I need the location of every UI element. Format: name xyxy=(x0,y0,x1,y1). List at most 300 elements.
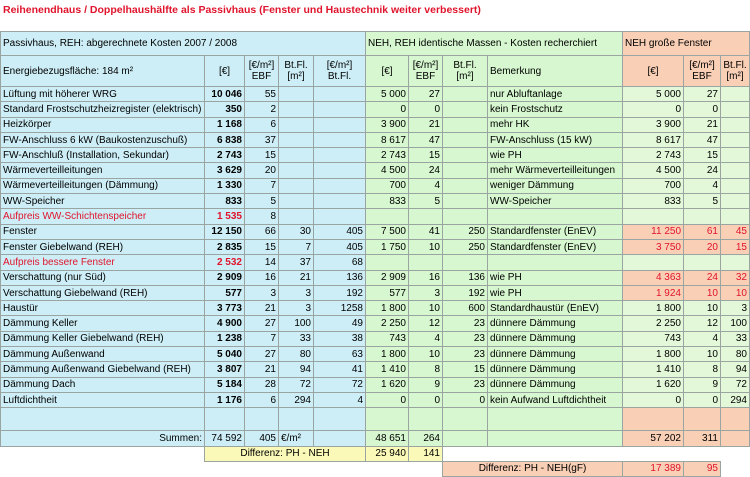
neh-ebf-cell: 47 xyxy=(409,132,443,147)
remark-cell: dünnere Dämmung xyxy=(488,377,623,392)
ph-ebf-cell: 14 xyxy=(245,255,279,270)
ph-btfl-cell: 94 xyxy=(279,362,314,377)
neh-per-m2-total: 264 xyxy=(409,431,443,446)
ph-btfl-cell: 294 xyxy=(279,392,314,407)
nf-ebf-cell: 9 xyxy=(684,377,721,392)
nf-btfl-cell xyxy=(721,87,750,102)
nf-btfl-cell: 15 xyxy=(721,239,750,254)
ph-per-btfl-cell xyxy=(314,194,366,209)
table-row xyxy=(1,331,750,346)
remark-cell xyxy=(488,209,623,224)
remark-cell: wie PH xyxy=(488,285,623,300)
nf-btfl-cell xyxy=(721,163,750,178)
ph-per-btfl-cell: 63 xyxy=(314,347,366,362)
remark-cell: kein Aufwand Luftdichtheit xyxy=(488,392,623,407)
neh-per-btfl-cell xyxy=(443,148,488,163)
ph-btfl-cell: 3 xyxy=(279,285,314,300)
neh-ebf-cell: 10 xyxy=(409,347,443,362)
ph-per-btfl-cell xyxy=(314,102,366,117)
ph-btfl-cell: 7 xyxy=(279,239,314,254)
ph-per-btfl-cell xyxy=(314,117,366,132)
neh-ebf-cell: 10 xyxy=(409,301,443,316)
neh-cost-cell: 5 000 xyxy=(366,87,409,102)
row-label: Standard Frostschutzheizregister (elektrisch) xyxy=(1,102,205,117)
row-label: Dämmung Keller xyxy=(1,316,205,331)
neh-ebf-cell: 0 xyxy=(409,102,443,117)
neh-per-btfl-cell xyxy=(443,163,488,178)
ph-per-btfl-cell: 192 xyxy=(314,285,366,300)
ph-cost-cell: 2 835 xyxy=(205,239,245,254)
nf-btfl-cell xyxy=(721,132,750,147)
row-label: Fenster xyxy=(1,224,205,239)
neh-per-btfl-cell: 23 xyxy=(443,331,488,346)
ph-per-m2-total: 405 xyxy=(245,431,279,446)
section-neh-reh: NEH, REH identische Massen - Kosten recherchiert xyxy=(366,32,623,56)
nf-ebf-cell: 10 xyxy=(684,301,721,316)
nf-cost-cell xyxy=(623,209,684,224)
neh-per-btfl-cell xyxy=(443,132,488,147)
nf-cost-cell: 4 500 xyxy=(623,163,684,178)
nf-ebf-cell: 10 xyxy=(684,347,721,362)
neh-cost-cell: 7 500 xyxy=(366,224,409,239)
table-row xyxy=(1,285,750,300)
nf-ebf-cell: 8 xyxy=(684,362,721,377)
row-label: Dämmung Außenwand xyxy=(1,347,205,362)
neh-ebf-cell: 10 xyxy=(409,239,443,254)
nf-btfl-cell: 32 xyxy=(721,270,750,285)
ph-per-btfl-cell: 405 xyxy=(314,224,366,239)
nf-cost-cell: 700 xyxy=(623,178,684,193)
remark-header: Bemerkung xyxy=(488,56,623,87)
ph-per-btfl-cell: 38 xyxy=(314,331,366,346)
ph-ebf-cell: 7 xyxy=(245,331,279,346)
remark-cell: Standardfenster (EnEV) xyxy=(488,224,623,239)
ph-per-btfl-cell xyxy=(314,148,366,163)
row-label: Aufpreis WW-Schichtenspeicher xyxy=(1,209,205,224)
nf-cost-cell: 2 743 xyxy=(623,148,684,163)
nf-cost-cell: 3 900 xyxy=(623,117,684,132)
ph-ebf-cell: 37 xyxy=(245,132,279,147)
row-label: FW-Anschluß (Installation, Sekundar) xyxy=(1,148,205,163)
ph-cost-cell: 3 629 xyxy=(205,163,245,178)
nf-ebf-cell: 61 xyxy=(684,224,721,239)
ph-cost-cell: 577 xyxy=(205,285,245,300)
ph-per-btfl-cell xyxy=(314,132,366,147)
remark-cell: wie PH xyxy=(488,270,623,285)
nf-cost-cell: 1 800 xyxy=(623,301,684,316)
neh-per-btfl-cell: 250 xyxy=(443,224,488,239)
ph-per-btfl-cell: 49 xyxy=(314,316,366,331)
neh-cost-cell: 3 900 xyxy=(366,117,409,132)
nf-ebf-cell: 5 xyxy=(684,194,721,209)
row-label: WW-Speicher xyxy=(1,194,205,209)
neh-per-btfl-cell xyxy=(443,102,488,117)
row-label: Heizkörper xyxy=(1,117,205,132)
table-row xyxy=(1,224,750,239)
neh-ebf-cell: 0 xyxy=(409,392,443,407)
ph-cost-cell: 12 150 xyxy=(205,224,245,239)
nf-ebf-cell: 0 xyxy=(684,392,721,407)
ph-per-btfl-cell xyxy=(314,209,366,224)
neh-ebf-cell: 27 xyxy=(409,87,443,102)
neh-per-btfl-cell xyxy=(443,255,488,270)
nf-cost-cell: 2 250 xyxy=(623,316,684,331)
ph-per-btfl-cell: 72 xyxy=(314,377,366,392)
ph-btfl-cell xyxy=(279,117,314,132)
neh-cost-cell: 4 500 xyxy=(366,163,409,178)
neh-total: 48 651 xyxy=(366,431,409,446)
neh-cost-cell: 0 xyxy=(366,102,409,117)
neh-ebf-cell: 21 xyxy=(409,117,443,132)
ph-ebf-cell: 7 xyxy=(245,178,279,193)
remark-cell: dünnere Dämmung xyxy=(488,347,623,362)
row-label: Lüftung mit höherer WRG xyxy=(1,87,205,102)
ph-cost-cell: 6 838 xyxy=(205,132,245,147)
neh-ebf-cell: 12 xyxy=(409,316,443,331)
ph-cost-cell: 3 807 xyxy=(205,362,245,377)
nf-btfl-cell: 294 xyxy=(721,392,750,407)
nf-ebf-cell: 12 xyxy=(684,316,721,331)
ph-ebf-cell: 5 xyxy=(245,194,279,209)
diff2-total: 17 389 xyxy=(623,461,684,476)
remark-cell xyxy=(488,255,623,270)
ph-ebf-cell: 66 xyxy=(245,224,279,239)
nf-ebf-cell: 4 xyxy=(684,331,721,346)
nf-btfl-cell: 45 xyxy=(721,224,750,239)
neh-cost-cell: 2 743 xyxy=(366,148,409,163)
ph-ebf-cell: 21 xyxy=(245,362,279,377)
nf-cost-cell: 5 000 xyxy=(623,87,684,102)
neh-per-btfl-cell: 192 xyxy=(443,285,488,300)
energy-area-header: Energiebezugsfläche: 184 m² xyxy=(1,56,205,87)
neh-per-btfl-cell: 136 xyxy=(443,270,488,285)
ph-ebf-cell: 15 xyxy=(245,239,279,254)
column-header-row xyxy=(1,56,750,87)
nf-btfl-cell xyxy=(721,255,750,270)
nf-cost-cell: 3 750 xyxy=(623,239,684,254)
nf-ebf-cell: 21 xyxy=(684,117,721,132)
ph-btfl-cell: 37 xyxy=(279,255,314,270)
table-row xyxy=(1,132,750,147)
ph-btfl-cell: 30 xyxy=(279,224,314,239)
ph-cost-cell: 5 184 xyxy=(205,377,245,392)
remark-cell: dünnere Dämmung xyxy=(488,362,623,377)
neh-cost-cell: 1 410 xyxy=(366,362,409,377)
ph-cost-cell: 5 040 xyxy=(205,347,245,362)
nf-ebf-cell: 0 xyxy=(684,102,721,117)
ph-btfl-cell xyxy=(279,148,314,163)
ph-per-btfl-cell xyxy=(314,163,366,178)
ph-btfl-cell xyxy=(279,194,314,209)
remark-cell: mehr HK xyxy=(488,117,623,132)
ph-ebf-cell: 55 xyxy=(245,87,279,102)
ph-cost-cell: 1 176 xyxy=(205,392,245,407)
ph-btfl-cell xyxy=(279,132,314,147)
ph-cost-cell: 2 532 xyxy=(205,255,245,270)
ph-cost-cell: 350 xyxy=(205,102,245,117)
ph-per-btfl-cell: 136 xyxy=(314,270,366,285)
table-row xyxy=(1,148,750,163)
remark-cell: Standardhaustür (EnEV) xyxy=(488,301,623,316)
ph-btfl-cell xyxy=(279,102,314,117)
neh-per-btfl-cell xyxy=(443,209,488,224)
neh-ebf-cell: 9 xyxy=(409,377,443,392)
neh-ebf-cell xyxy=(409,255,443,270)
neh-ebf-cell: 16 xyxy=(409,270,443,285)
remark-cell: dünnere Dämmung xyxy=(488,316,623,331)
remark-cell: nur Abluftanlage xyxy=(488,87,623,102)
row-label: Wärmeverteilleitungen (Dämmung) xyxy=(1,178,205,193)
neh-per-btfl-cell: 250 xyxy=(443,239,488,254)
nf-btfl-cell: 72 xyxy=(721,377,750,392)
neh-cost-cell: 1 750 xyxy=(366,239,409,254)
ph-ebf-cell: 21 xyxy=(245,301,279,316)
neh-cost-cell: 577 xyxy=(366,285,409,300)
neh-cost-cell xyxy=(366,255,409,270)
nf-btfl-cell: 80 xyxy=(721,347,750,362)
nf-ebf-cell: 15 xyxy=(684,148,721,163)
nf-cost-cell: 1 410 xyxy=(623,362,684,377)
table-row xyxy=(1,270,750,285)
nf-btfl-cell: 3 xyxy=(721,301,750,316)
table-row xyxy=(1,362,750,377)
neh-cost-cell: 0 xyxy=(366,392,409,407)
diff-row-2 xyxy=(1,461,750,476)
nf-cost-cell: 8 617 xyxy=(623,132,684,147)
neh-per-btfl-cell xyxy=(443,87,488,102)
diff1-label: Differenz: PH - NEH xyxy=(205,446,366,461)
table-row xyxy=(1,178,750,193)
neh-cost-cell: 2 250 xyxy=(366,316,409,331)
nf-btfl-cell: 94 xyxy=(721,362,750,377)
remark-cell: Standardfenster (EnEV) xyxy=(488,239,623,254)
summary-row xyxy=(1,431,750,446)
row-label: Verschattung (nur Süd) xyxy=(1,270,205,285)
row-label: FW-Anschluss 6 kW (Baukostenzuschuß) xyxy=(1,132,205,147)
nf-cost-cell: 0 xyxy=(623,102,684,117)
neh-ebf-cell: 41 xyxy=(409,224,443,239)
ph-btfl-cell: 33 xyxy=(279,331,314,346)
diff1-per-m2: 141 xyxy=(409,446,443,461)
ph-cost-cell: 2 909 xyxy=(205,270,245,285)
ph-ebf-cell: 27 xyxy=(245,316,279,331)
cost-table xyxy=(0,31,750,477)
row-label: Aufpreis bessere Fenster xyxy=(1,255,205,270)
neh-ebf-cell: 4 xyxy=(409,331,443,346)
row-label: Haustür xyxy=(1,301,205,316)
ph-cost-cell: 1 330 xyxy=(205,178,245,193)
remark-cell: dünnere Dämmung xyxy=(488,331,623,346)
neh-ebf-cell: 15 xyxy=(409,148,443,163)
nf-btfl-header: Bt.Fl. [m²] xyxy=(721,56,750,87)
nf-btfl-cell xyxy=(721,117,750,132)
neh-per-ebf-header: [€/m²] EBF xyxy=(409,56,443,87)
table-row xyxy=(1,117,750,132)
diff2-per-m2: 95 xyxy=(684,461,721,476)
neh-cost-cell: 2 909 xyxy=(366,270,409,285)
ph-btfl-cell: 21 xyxy=(279,270,314,285)
table-row xyxy=(1,194,750,209)
row-label: Dämmung Außenwand Giebelwand (REH) xyxy=(1,362,205,377)
ph-unit: €/m² xyxy=(279,431,314,446)
nf-ebf-cell: 47 xyxy=(684,132,721,147)
neh-ebf-cell: 24 xyxy=(409,163,443,178)
nf-btfl-cell xyxy=(721,194,750,209)
nf-ebf-cell: 4 xyxy=(684,178,721,193)
ph-cost-cell: 4 900 xyxy=(205,316,245,331)
nf-cost-header: [€] xyxy=(623,56,684,87)
ph-ebf-cell: 15 xyxy=(245,148,279,163)
nf-cost-cell: 1 800 xyxy=(623,347,684,362)
ph-cost-cell: 3 773 xyxy=(205,301,245,316)
neh-cost-header: [€] xyxy=(366,56,409,87)
neh-per-btfl-cell: 23 xyxy=(443,347,488,362)
ph-ebf-cell: 27 xyxy=(245,347,279,362)
table-row xyxy=(1,163,750,178)
nf-cost-cell: 833 xyxy=(623,194,684,209)
ph-btfl-cell xyxy=(279,163,314,178)
ph-ebf-cell: 3 xyxy=(245,285,279,300)
neh-cost-cell: 8 617 xyxy=(366,132,409,147)
table-row xyxy=(1,301,750,316)
nf-cost-cell xyxy=(623,255,684,270)
nf-cost-cell: 11 250 xyxy=(623,224,684,239)
ph-ebf-cell: 2 xyxy=(245,102,279,117)
ph-per-btfl-cell xyxy=(314,87,366,102)
neh-cost-cell xyxy=(366,209,409,224)
ph-cost-cell: 833 xyxy=(205,194,245,209)
row-label: Fenster Giebelwand (REH) xyxy=(1,239,205,254)
ph-per-btfl-cell: 68 xyxy=(314,255,366,270)
ph-cost-header: [€] xyxy=(205,56,245,87)
nf-ebf-cell: 24 xyxy=(684,270,721,285)
ph-ebf-cell: 6 xyxy=(245,392,279,407)
diff2-label: Differenz: PH - NEH(gF) xyxy=(443,461,623,476)
ph-cost-cell: 1 535 xyxy=(205,209,245,224)
row-label: Wärmeverteilleitungen xyxy=(1,163,205,178)
ph-btfl-cell: 100 xyxy=(279,316,314,331)
section-header-row xyxy=(1,32,750,56)
ph-per-btfl-cell: 41 xyxy=(314,362,366,377)
remark-cell: wie PH xyxy=(488,148,623,163)
neh-per-btfl-cell: 23 xyxy=(443,316,488,331)
neh-per-btfl-cell xyxy=(443,178,488,193)
nf-btfl-cell xyxy=(721,148,750,163)
remark-cell: kein Frostschutz xyxy=(488,102,623,117)
neh-per-btfl-cell: 23 xyxy=(443,377,488,392)
section-passivhaus: Passivhaus, REH: abgerechnete Kosten 2007 / 2008 xyxy=(1,32,366,56)
table-row xyxy=(1,239,750,254)
nf-ebf-cell: 20 xyxy=(684,239,721,254)
ph-per-ebf-header: [€/m²] EBF xyxy=(245,56,279,87)
ph-per-btfl-cell: 1258 xyxy=(314,301,366,316)
ph-per-btfl-cell: 405 xyxy=(314,239,366,254)
nf-total: 57 202 xyxy=(623,431,684,446)
table-row xyxy=(1,102,750,117)
ph-cost-cell: 10 046 xyxy=(205,87,245,102)
neh-cost-cell: 833 xyxy=(366,194,409,209)
remark-cell: FW-Anschluss (15 kW) xyxy=(488,132,623,147)
ph-btfl-cell xyxy=(279,178,314,193)
nf-btfl-cell xyxy=(721,178,750,193)
row-label: Verschattung Giebelwand (REH) xyxy=(1,285,205,300)
ph-ebf-cell: 8 xyxy=(245,209,279,224)
remark-cell: weniger Dämmung xyxy=(488,178,623,193)
nf-cost-cell: 4 363 xyxy=(623,270,684,285)
ph-btfl-cell: 3 xyxy=(279,301,314,316)
nf-btfl-cell xyxy=(721,102,750,117)
ph-btfl-cell xyxy=(279,87,314,102)
ph-ebf-cell: 16 xyxy=(245,270,279,285)
neh-ebf-cell xyxy=(409,209,443,224)
summary-label: Summen: xyxy=(1,431,205,446)
nf-ebf-cell xyxy=(684,209,721,224)
nf-cost-cell: 0 xyxy=(623,392,684,407)
diff1-total: 25 940 xyxy=(366,446,409,461)
table-row xyxy=(1,209,750,224)
neh-per-btfl-cell xyxy=(443,117,488,132)
nf-ebf-cell: 10 xyxy=(684,285,721,300)
nf-btfl-cell: 33 xyxy=(721,331,750,346)
nf-per-ebf-header: [€/m²] EBF xyxy=(684,56,721,87)
nf-cost-cell: 1 924 xyxy=(623,285,684,300)
nf-ebf-cell: 24 xyxy=(684,163,721,178)
neh-per-btfl-cell: 15 xyxy=(443,362,488,377)
ph-btfl-cell: 80 xyxy=(279,347,314,362)
neh-ebf-cell: 8 xyxy=(409,362,443,377)
neh-cost-cell: 1 620 xyxy=(366,377,409,392)
nf-cost-cell: 743 xyxy=(623,331,684,346)
row-label: Luftdichtheit xyxy=(1,392,205,407)
ph-total: 74 592 xyxy=(205,431,245,446)
neh-per-btfl-cell xyxy=(443,194,488,209)
ph-cost-cell: 1 168 xyxy=(205,117,245,132)
table-row xyxy=(1,377,750,392)
nf-ebf-cell xyxy=(684,255,721,270)
section-neh-fenster: NEH große Fenster xyxy=(623,32,750,56)
remark-cell: mehr Wärmeverteilleitungen xyxy=(488,163,623,178)
table-row xyxy=(1,255,750,270)
ph-cost-cell: 2 743 xyxy=(205,148,245,163)
ph-ebf-cell: 28 xyxy=(245,377,279,392)
nf-btfl-cell: 100 xyxy=(721,316,750,331)
ph-ebf-cell: 20 xyxy=(245,163,279,178)
nf-per-m2-total: 311 xyxy=(684,431,721,446)
table-row xyxy=(1,316,750,331)
row-label: Dämmung Dach xyxy=(1,377,205,392)
ph-cost-cell: 1 238 xyxy=(205,331,245,346)
neh-per-btfl-cell: 600 xyxy=(443,301,488,316)
neh-cost-cell: 700 xyxy=(366,178,409,193)
table-row xyxy=(1,392,750,407)
nf-btfl-cell: 10 xyxy=(721,285,750,300)
remark-cell: WW-Speicher xyxy=(488,194,623,209)
neh-cost-cell: 743 xyxy=(366,331,409,346)
neh-btfl-header: Bt.Fl. [m²] xyxy=(443,56,488,87)
nf-cost-cell: 1 620 xyxy=(623,377,684,392)
table-row xyxy=(1,347,750,362)
neh-cost-cell: 1 800 xyxy=(366,301,409,316)
row-label: Dämmung Keller Giebelwand (REH) xyxy=(1,331,205,346)
ph-btfl-cell xyxy=(279,209,314,224)
ph-btfl-header: Bt.Fl. [m²] xyxy=(279,56,314,87)
diff-row-1 xyxy=(1,446,750,461)
neh-ebf-cell: 5 xyxy=(409,194,443,209)
nf-btfl-cell xyxy=(721,209,750,224)
neh-per-btfl-cell: 0 xyxy=(443,392,488,407)
ph-per-btfl-header: [€/m²] Bt.Fl. xyxy=(314,56,366,87)
ph-btfl-cell: 72 xyxy=(279,377,314,392)
